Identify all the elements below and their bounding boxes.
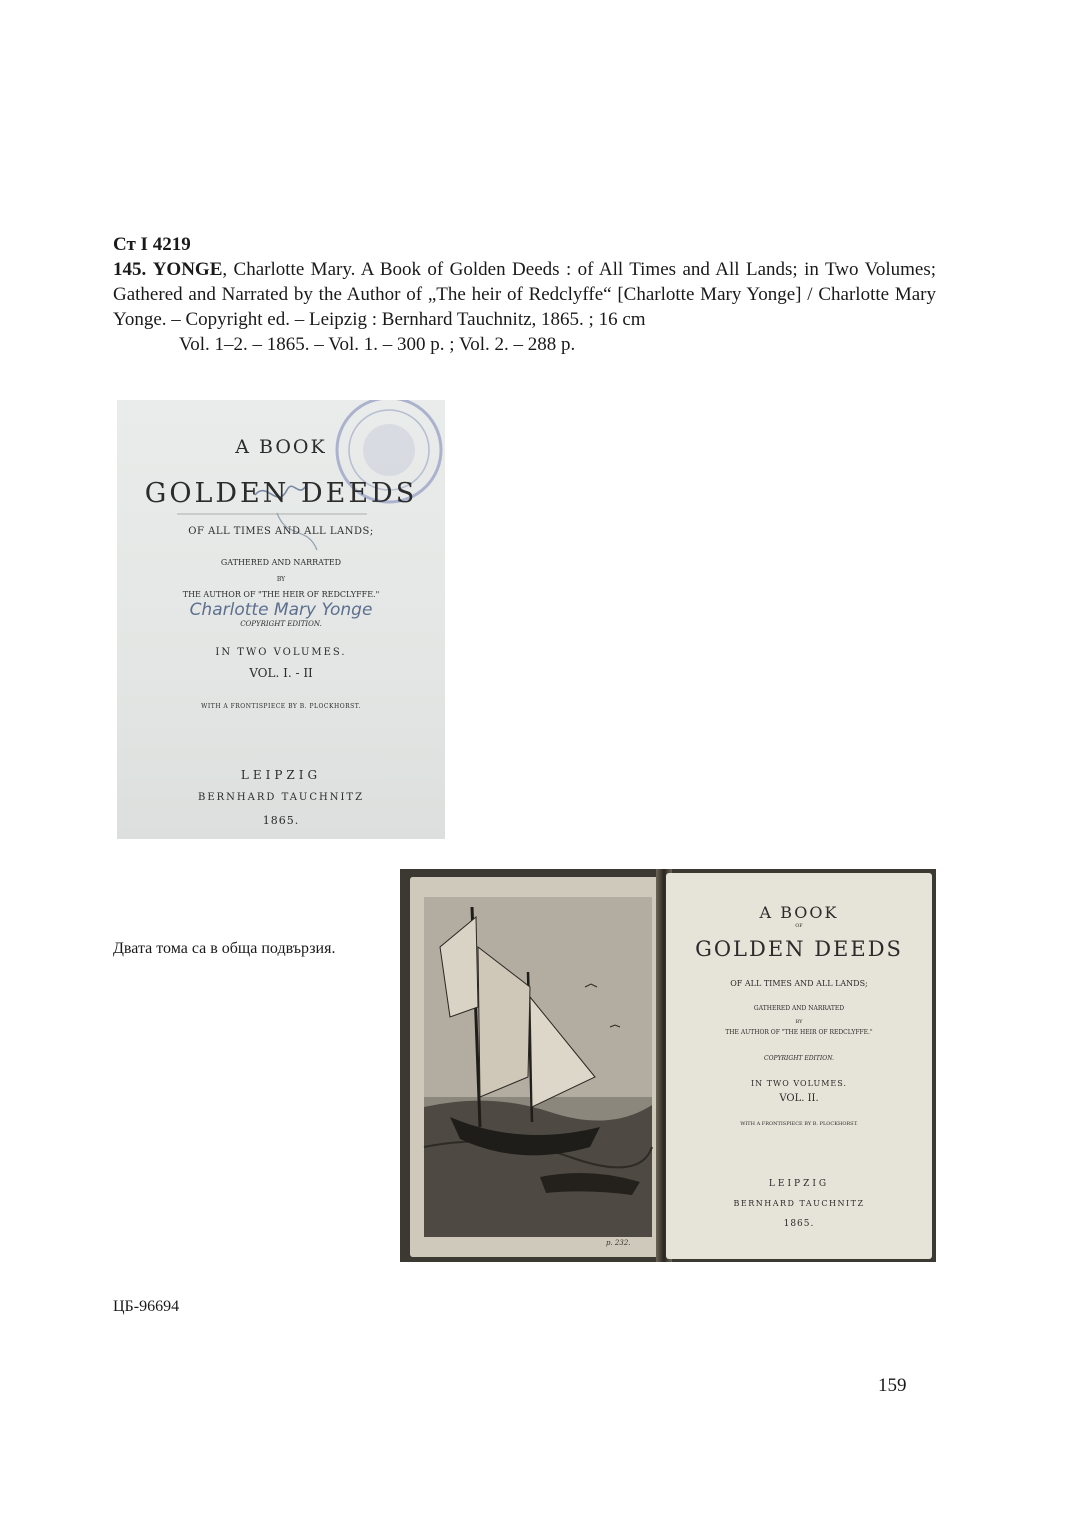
tp1-handwritten-name: Charlotte Mary Yonge xyxy=(189,600,373,620)
tp1-edition: COPYRIGHT EDITION. xyxy=(240,620,322,628)
reference-number: ЦБ-96694 xyxy=(113,1298,180,1315)
tp1-year: 1865. xyxy=(262,814,300,827)
tp1-frontispiece: WITH A FRONTISPIECE BY B. PLOCKHORST. xyxy=(201,703,361,710)
tp2-publisher: BERNHARD TAUCHNITZ xyxy=(733,1199,865,1208)
tp1-subtitle: OF ALL TIMES AND ALL LANDS; xyxy=(188,526,374,537)
tp2-title: GOLDEN DEEDS xyxy=(695,937,903,961)
entry-description xyxy=(113,257,936,332)
frontispiece-page xyxy=(410,877,666,1257)
sailing-ship-engraving-icon xyxy=(410,877,666,1257)
tp2-city: LEIPZIG xyxy=(768,1179,830,1189)
plate-caption: p. 232. xyxy=(606,1239,631,1247)
tp1-title: GOLDEN DEEDS xyxy=(144,478,418,509)
open-book-photo-vol2 xyxy=(400,869,936,1262)
tp2-a-book: A BOOK xyxy=(759,903,839,922)
tp2-edition: COPYRIGHT EDITION. xyxy=(764,1055,834,1062)
tp1-vol: VOL. I. - II xyxy=(249,666,313,680)
entry-author: YONGE xyxy=(152,259,223,280)
tp1-gathered: GATHERED AND NARRATED xyxy=(220,558,342,567)
tp1-volumes: IN TWO VOLUMES. xyxy=(215,647,347,658)
tp2-author: THE AUTHOR OF "THE HEIR OF REDCLYFFE." xyxy=(725,1029,873,1036)
title-page-vol2 xyxy=(666,873,932,1259)
tp2-by: BY xyxy=(795,1019,803,1025)
tp2-year: 1865. xyxy=(783,1219,815,1229)
entry-text: , Charlotte Mary. A Book of Golden Deeds : of All Times and All Lands; in Two Volumes; Gathered and Narrated by the Author of „The heir of Redclyffe“ [Charlotte Mary Yonge] / Charlotte Mary Yonge. – Copyright ed. – Leipzig : Bernhard Tauchnitz, 1865. ; 16 cm xyxy=(113,259,937,330)
tp2-subtitle: OF ALL TIMES AND ALL LANDS; xyxy=(730,979,868,988)
entry-number: 145. xyxy=(113,259,147,280)
binding-note: Двата тома са в обща подвързия. xyxy=(113,940,336,957)
tp2-gathered: GATHERED AND NARRATED xyxy=(753,1005,845,1012)
tp1-author: THE AUTHOR OF "THE HEIR OF REDCLYFFE." xyxy=(182,590,380,599)
title-page-photo-vol1 xyxy=(117,400,445,839)
tp2-vol: VOL. II. xyxy=(779,1093,819,1104)
tp2-volumes: IN TWO VOLUMES. xyxy=(751,1079,847,1088)
entry-volumes: Vol. 1–2. – 1865. – Vol. 1. – 300 p. ; Vol. 2. – 288 p. xyxy=(179,334,576,355)
tp1-by: BY xyxy=(276,576,286,583)
tp1-a-book: A BOOK xyxy=(235,436,327,458)
shelfmark: Ст I 4219 xyxy=(113,234,191,255)
catalog-entry xyxy=(113,232,936,357)
tp1-city: LEIPZIG xyxy=(240,768,322,782)
tp2-frontispiece: WITH A FRONTISPIECE BY B. PLOCKHORST. xyxy=(740,1121,858,1127)
tp2-of: OF xyxy=(795,923,803,929)
tp1-publisher: BERNHARD TAUCHNITZ xyxy=(197,792,365,803)
page-number: 159 xyxy=(878,1375,907,1396)
